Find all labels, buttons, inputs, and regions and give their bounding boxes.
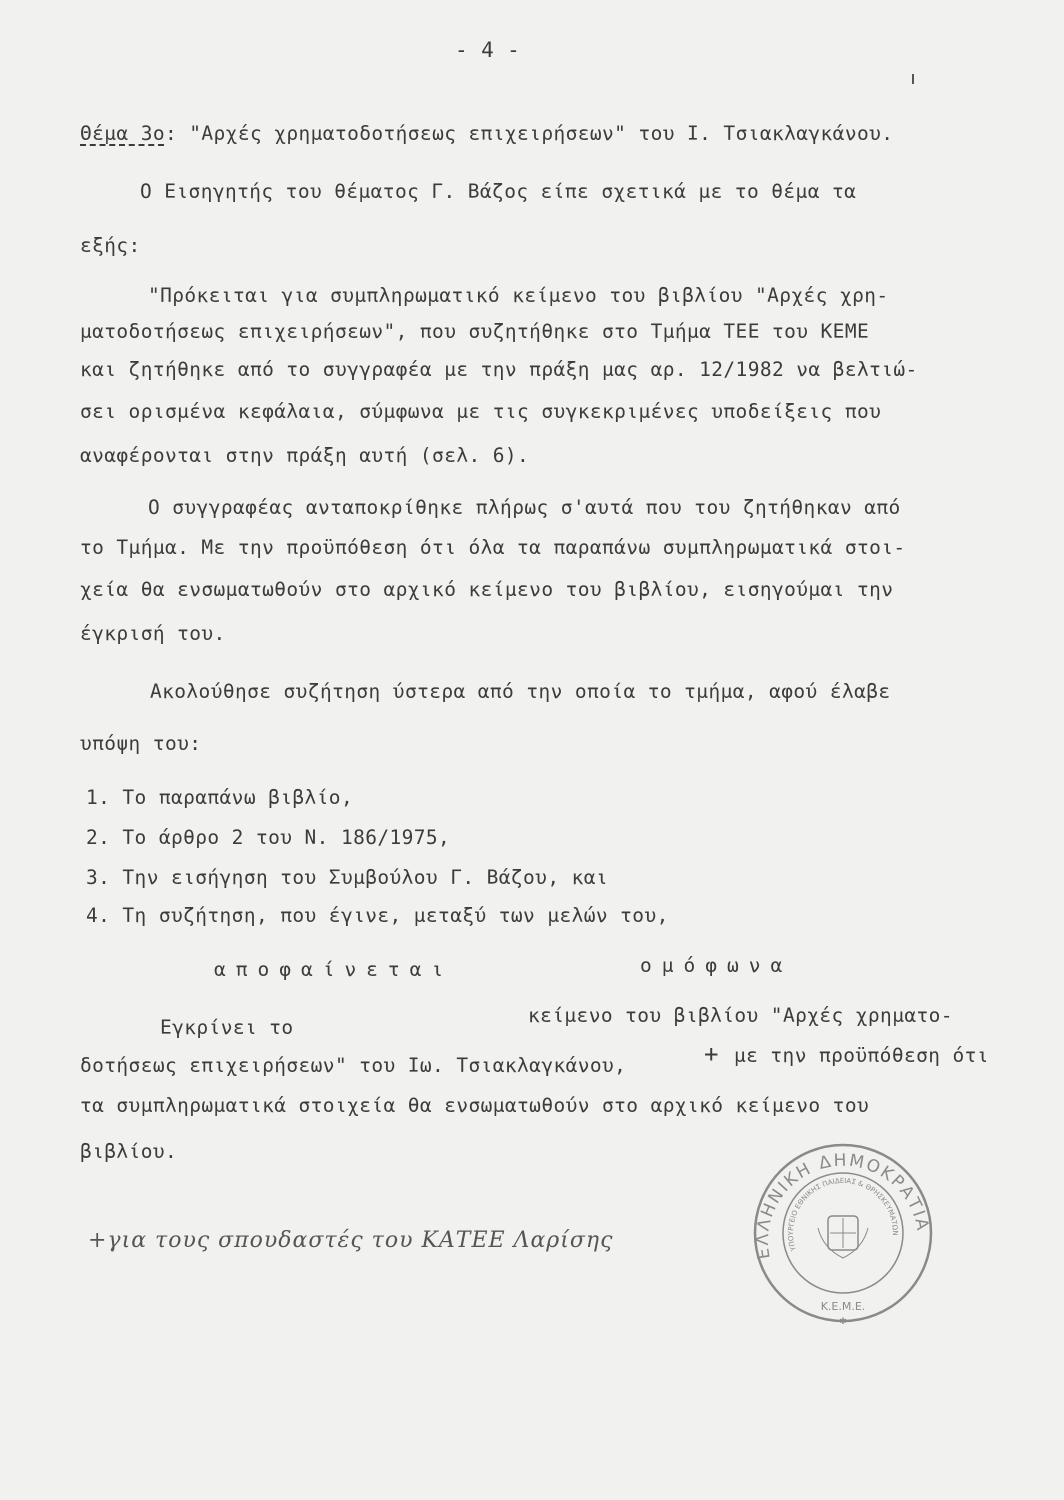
consideration-item: 2. Το άρθρο 2 του Ν. 186/1975, bbox=[86, 826, 451, 849]
body-line: χεία θα ενσωματωθούν στο αρχικό κείμενο του βιβλίου, εισηγούμαι την bbox=[80, 578, 894, 601]
consideration-item: 3. Την εισήγηση του Συμβούλου Γ. Βάζου, και bbox=[86, 866, 609, 889]
approval-line: τα συμπληρωματικά στοιχεία θα ενσωματωθούν στο αρχικό κείμενο του bbox=[80, 1094, 870, 1117]
approval-line: κείμενο του βιβλίου "Αρχές χρηματο- bbox=[528, 1004, 953, 1027]
body-line: "Πρόκειται για συμπληρωματικό κείμενο του βιβλίου "Αρχές χρη- bbox=[148, 284, 889, 307]
approval-line: με την προϋπόθεση ότι bbox=[734, 1044, 989, 1067]
body-line: O Εισηγητής του θέματος Γ. Βάζος είπε σχετικά με το θέμα τα bbox=[140, 180, 857, 203]
approval-line: δοτήσεως επιχειρήσεων" του Ιω. Τσιακλαγκάνου, bbox=[80, 1054, 627, 1077]
decision-verb: αποφαίνεται bbox=[214, 958, 454, 981]
decision-manner: ομόφωνα bbox=[640, 954, 793, 977]
body-line: το Τμήμα. Με την προϋπόθεση ότι όλα τα παραπάνω συμπληρωματικά στοι- bbox=[80, 536, 906, 559]
insertion-mark: + bbox=[704, 1040, 719, 1068]
page-number: - 4 - bbox=[455, 38, 521, 62]
margin-mark bbox=[912, 74, 914, 84]
handwritten-note: +για τους σπουδαστές του ΚΑΤΕΕ Λαρίσης bbox=[88, 1228, 614, 1253]
coat-of-arms-icon bbox=[818, 1216, 868, 1258]
body-line: ματοδοτήσεως επιχειρήσεων", που συζητήθηκε στο Τμήμα ΤΕΕ του ΚΕΜΕ bbox=[80, 320, 870, 343]
star-icon: ✱ bbox=[839, 1317, 847, 1327]
approval-line: Εγκρίνει το bbox=[160, 1016, 294, 1039]
topic-separator: : bbox=[164, 122, 178, 145]
consideration-item: 1. Το παραπάνω βιβλίο, bbox=[86, 786, 354, 809]
body-line: υπόψη του: bbox=[80, 732, 202, 755]
topic-heading bbox=[80, 122, 893, 145]
official-stamp bbox=[748, 1138, 938, 1328]
body-line: και ζητήθηκε από το συγγραφέα με την πράξη μας αρ. 12/1982 να βελτιώ- bbox=[80, 358, 918, 381]
body-line: έγκρισή του. bbox=[80, 622, 226, 645]
topic-title: "Αρχές χρηματοδοτήσεως επιχειρήσεων" του Ι. Τσιακλαγκάνου. bbox=[177, 122, 894, 145]
stamp-bottom-text: Κ.Ε.Μ.Ε. bbox=[820, 1300, 866, 1313]
stamp-outer-text: ΕΛΛΗΝΙΚΗ ΔΗΜΟΚΡΑΤΙΑ bbox=[752, 1150, 933, 1261]
consideration-item: 4. Τη συζήτηση, που έγινε, μεταξύ των μελών του, bbox=[86, 904, 669, 927]
body-line: Ακολούθησε συζήτηση ύστερα από την οποία το τμήμα, αφού έλαβε bbox=[150, 680, 891, 703]
body-line: εξής: bbox=[80, 234, 141, 257]
topic-label: Θέμα 3ο bbox=[80, 122, 165, 145]
body-line: O συγγραφέας ανταποκρίθηκε πλήρως σ'αυτά που του ζητήθηκαν από bbox=[148, 496, 901, 519]
stamp-inner-text: ΥΠΟΥΡΓΕΙΟ ΕΘΝΙΚΗΣ ΠΑΙΔΕΙΑΣ & ΘΡΗΣΚΕΥΜΑΤΩΝ bbox=[786, 1176, 900, 1252]
body-line: αναφέρονται στην πράξη αυτή (σελ. 6). bbox=[80, 444, 530, 467]
body-line: σει ορισμένα κεφάλαια, σύμφωνα με τις συγκεκριμένες υποδείξεις που bbox=[80, 400, 882, 423]
approval-line: βιβλίου. bbox=[80, 1140, 178, 1163]
